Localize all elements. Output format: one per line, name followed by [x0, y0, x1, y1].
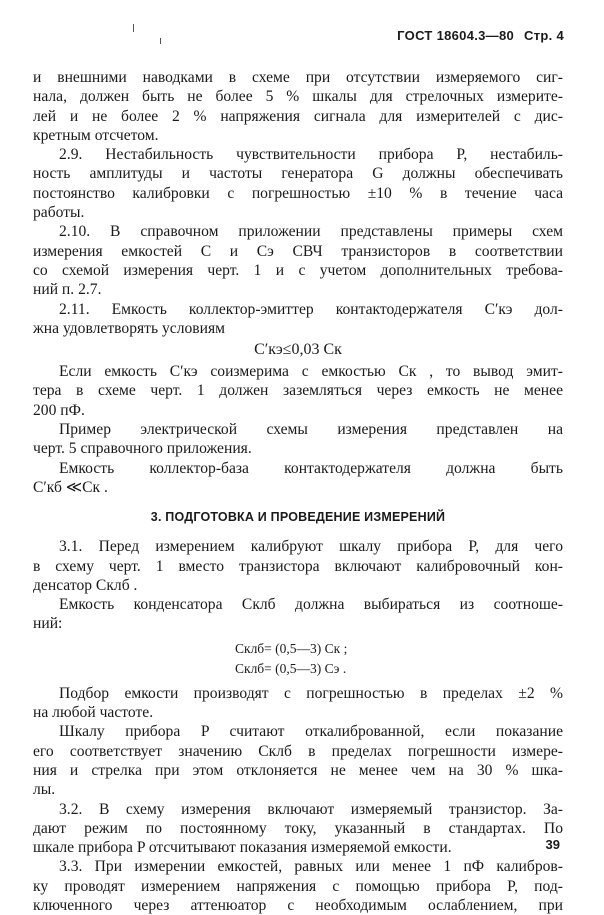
text-line: 3.2. В схему измерения включают измеряемый транзистор. За- [59, 800, 563, 818]
text-line: тера в схеме черт. 1 должен заземляться через емкость не менее [33, 382, 563, 400]
paragraph-example [33, 420, 563, 459]
paragraph-intro [33, 68, 563, 145]
text-line: 2.9. Нестабильность чувствительности прибора P, нестабиль- [59, 146, 563, 164]
standard-number: ГОСТ 18604.3—80 [397, 28, 515, 43]
text-line: лы. [33, 781, 56, 799]
text-line: денсатор Cклб . [33, 576, 138, 594]
text-line: Если емкость C′кэ соизмерима с емкостью Cк , то вывод эмит- [59, 363, 563, 381]
paragraph-ratio [33, 595, 563, 634]
paragraph-2-10 [33, 222, 563, 299]
text-line: ность амплитуды и частоты генератора G должны обеспечивать [33, 165, 563, 183]
text-line: и внешними наводками в схеме при отсутствии измеряемого сиг- [33, 69, 563, 86]
scan-mark [160, 38, 161, 44]
text-line: нала, должен быть не более 5 % шкалы для стрелочных измерите- [33, 88, 563, 106]
paragraph-select [33, 684, 563, 723]
text-line: черт. 5 справочного приложения. [33, 440, 252, 458]
text-line: шкале прибора P отсчитывают показания измеряемой емкости. [33, 839, 452, 857]
formula-condition: C′кэ≤0,03 Cк [254, 341, 342, 359]
paragraph-scale [33, 722, 563, 799]
page-number: 39 [545, 837, 560, 852]
paragraph-3-1 [33, 537, 563, 595]
text-line: 200 пФ. [33, 401, 85, 419]
text-line: его соответствует значению Cклб в пределах погрешности измере- [33, 742, 563, 760]
text-line: 2.10. В справочном приложении представлены примеры схем [59, 223, 563, 241]
text-line: кретным отсчетом. [33, 126, 159, 144]
text-line: в схему черт. 1 вместо транзистора включают калибровочный кон- [33, 557, 563, 575]
text-line: Пример электрической схемы измерения представлен на [59, 421, 563, 439]
text-line: Емкость конденсатора Cклб должна выбираться из соотноше- [59, 596, 563, 614]
body-text [33, 68, 563, 915]
text-line: со схемой измерения черт. 1 и с учетом дополнительных требова- [33, 261, 563, 279]
text-line: ку проводят измерением напряжения с помощью прибора P, под- [33, 877, 563, 895]
formula-calibration-k: Cклб= (0,5—3) Cк ; [235, 640, 348, 656]
text-line: работы. [33, 204, 85, 222]
text-line: ний: [33, 615, 63, 633]
text-line: лей и не более 2 % напряжения сигнала для измерителей с дис- [33, 107, 563, 125]
text-line: Подбор емкости производят с погрешностью в пределах ±2 % [59, 684, 563, 702]
text-line: 3.3. При измерении емкостей, равных или менее 1 пФ калибров- [59, 858, 563, 876]
text-line: ключенного через аттенюатор с необходимым ослаблением, при [33, 896, 563, 914]
text-line: измерения емкостей C и Cэ СВЧ транзисторов в соответствии [33, 242, 563, 260]
text-line: ний п. 2.7. [33, 281, 102, 299]
paragraph-3-3 [33, 857, 563, 915]
paragraph-3-2 [33, 800, 563, 858]
text-line: ния и стрелка при этом отклоняется не менее чем на 30 % шка- [33, 761, 563, 779]
scan-mark [133, 24, 134, 32]
text-line: дают режим по постоянному току, указанный в стандартах. По [33, 819, 563, 837]
paragraph-2-9 [33, 145, 563, 222]
paragraph-2-11 [33, 300, 563, 339]
text-line: 3.1. Перед измерением калибруют шкалу прибора P, для чего [59, 538, 563, 556]
formula-calibration-e: Cклб= (0,5—3) Cэ . [235, 660, 347, 676]
text-line: жна удовлетворять условиям [33, 319, 226, 337]
text-line: 2.11. Емкость коллектор-эмиттер контактодержателя C′кэ дол- [59, 300, 563, 318]
page-header [397, 28, 564, 43]
paragraph-kb [33, 459, 563, 498]
text-line: постоянство калибровки с погрешностью ±10 % в течение часа [33, 184, 563, 202]
text-line: Шкалу прибора P считают откалиброванной, если показание [59, 723, 563, 741]
text-line: Емкость коллектор-база контактодержателя должна быть [59, 459, 563, 477]
page-label: Стр. 4 [524, 28, 564, 43]
text-line: на любой частоте. [33, 704, 154, 722]
section-title: 3. ПОДГОТОВКА И ПРОВЕДЕНИЕ ИЗМЕРЕНИЙ [150, 510, 446, 525]
paragraph-if [33, 362, 563, 420]
text-line: C′кб ≪Cк . [33, 478, 108, 496]
